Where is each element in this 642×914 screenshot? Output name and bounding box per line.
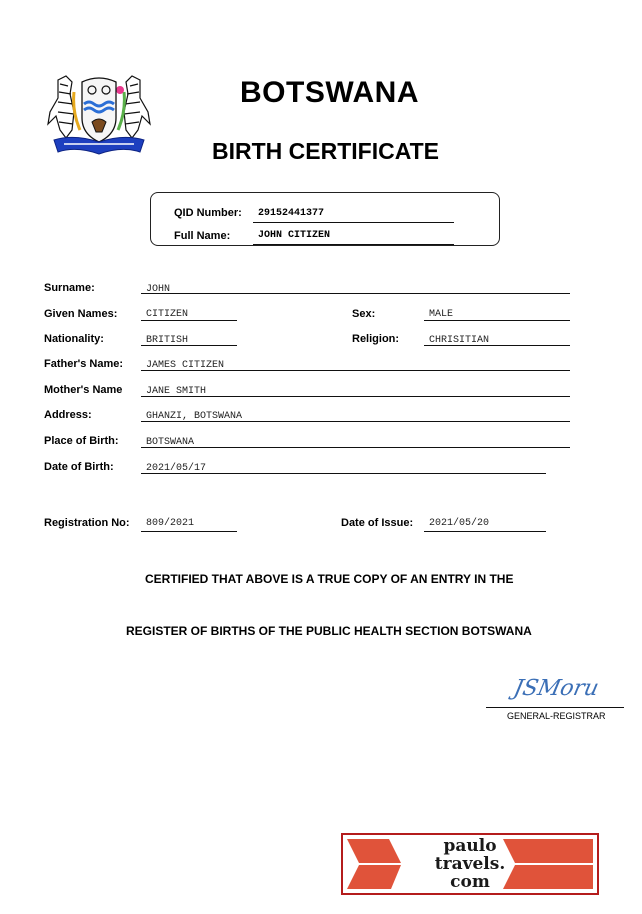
coat-of-arms-icon [44,72,154,158]
mothers-name-underline [141,396,570,397]
religion-underline [424,345,570,346]
full-name-underline [253,244,454,245]
sex-value: MALE [429,309,454,320]
full-name-label: Full Name: [174,230,231,242]
date-of-birth-underline [141,473,546,474]
religion-value: CHRISITIAN [429,335,490,346]
date-of-issue-label: Date of Issue: [341,517,414,529]
date-of-issue-value: 2021/05/20 [429,518,490,529]
qid-value: 29152441377 [258,208,325,219]
country-title: BOTSWANA [240,76,419,109]
address-value: GHANZI, BOTSWANA [146,411,243,422]
address-label: Address: [44,409,92,421]
registration-no-underline [141,531,237,532]
signature-line [486,707,624,708]
nationality-label: Nationality: [44,333,104,345]
sex-underline [424,320,570,321]
given-names-value: CITIZEN [146,309,189,320]
mothers-name-label: Mother's Name [44,384,123,396]
logo-line-1: paulo [443,836,497,856]
religion-label: Religion: [352,333,400,345]
registrar-title: GENERAL-REGISTRAR [507,711,606,721]
certification-line-1: CERTIFIED THAT ABOVE IS A TRUE COPY OF AN ENTRY IN THE [145,572,514,586]
date-of-birth-value: 2021/05/17 [146,463,207,474]
registrar-signature: JSMoru [511,676,602,701]
logo-line-2: travels. [434,854,506,874]
date-of-issue-underline [424,531,546,532]
qid-underline [253,222,454,223]
surname-label: Surname: [44,282,95,294]
full-name-value: JOHN CITIZEN [258,230,331,241]
date-of-birth-label: Date of Birth: [44,461,114,473]
given-names-label: Given Names: [44,308,118,320]
logo-line-3: com [450,872,490,892]
mothers-name-value: JANE SMITH [146,386,207,397]
address-underline [141,421,570,422]
document-title: BIRTH CERTIFICATE [212,138,440,164]
fathers-name-label: Father's Name: [44,358,124,370]
sex-label: Sex: [352,308,376,320]
surname-value: JOHN [146,284,171,295]
registration-no-label: Registration No: [44,517,130,529]
surname-underline [141,293,570,294]
given-names-underline [141,320,237,321]
logo-text [343,837,597,891]
qid-label: QID Number: [174,207,242,219]
certification-line-2: REGISTER OF BIRTHS OF THE PUBLIC HEALTH SECTION BOTSWANA [126,624,532,638]
place-of-birth-label: Place of Birth: [44,435,119,447]
place-of-birth-value: BOTSWANA [146,437,195,448]
nationality-underline [141,345,237,346]
fathers-name-underline [141,370,570,371]
registration-no-value: 809/2021 [146,518,195,529]
paulo-travels-logo [341,833,599,895]
fathers-name-value: JAMES CITIZEN [146,360,225,371]
nationality-value: BRITISH [146,335,189,346]
place-of-birth-underline [141,447,570,448]
